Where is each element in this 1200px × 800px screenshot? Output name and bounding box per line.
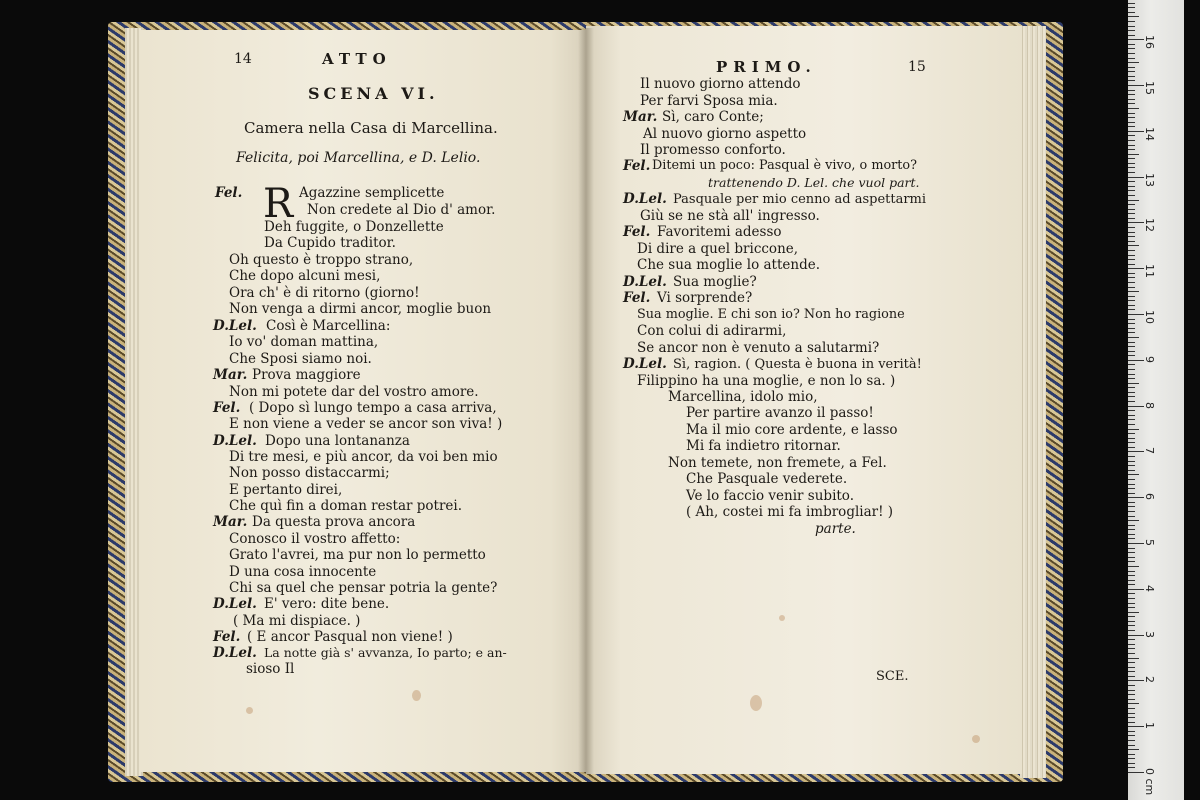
ruler-tick <box>1128 461 1135 462</box>
ruler-tick <box>1128 145 1135 146</box>
ruler-tick <box>1128 735 1135 736</box>
ruler-tick <box>1128 749 1139 750</box>
stage-direction: parte. <box>815 521 856 537</box>
ruler-tick <box>1128 163 1135 164</box>
verse-line: Per farvi Sposa mia. <box>640 93 778 109</box>
ruler-tick <box>1128 337 1139 338</box>
scene-setting: Camera nella Casa di Marcellina. <box>244 119 498 137</box>
ruler-tick <box>1128 190 1135 191</box>
ruler-tick <box>1128 351 1135 352</box>
verse-line: Conosco il vostro affetto: <box>229 531 401 547</box>
ruler-tick <box>1128 625 1135 626</box>
speaker-label: Fel. <box>623 158 651 174</box>
ruler-tick <box>1128 332 1135 333</box>
verse-line: Da questa prova ancora <box>252 514 416 530</box>
ruler-tick <box>1128 488 1135 489</box>
ruler-tick <box>1128 250 1135 251</box>
ruler-tick <box>1128 273 1135 274</box>
ruler-tick <box>1128 135 1135 136</box>
verse-line: Oh questo è troppo strano, <box>229 252 414 268</box>
ruler-tick <box>1128 552 1135 553</box>
verse-line: Da Cupido traditor. <box>264 235 396 251</box>
ruler-tick <box>1128 621 1135 622</box>
verse-line: Sua moglie. E chi son io? Non ho ragione <box>637 307 905 322</box>
ruler-tick <box>1128 538 1135 539</box>
ruler-tick <box>1128 76 1135 77</box>
ruler-tick <box>1128 360 1144 361</box>
ruler-tick <box>1128 204 1135 205</box>
verse-line: Non credete al Dio d' amor. <box>307 202 496 218</box>
verse-line: ( Ah, costei mi fa imbrogliar! ) <box>686 504 894 520</box>
ruler-tick <box>1128 722 1135 723</box>
ruler-tick <box>1128 287 1135 288</box>
verse-line: Per partire avanzo il passo! <box>686 405 874 421</box>
ruler-tick <box>1128 342 1135 343</box>
speaker-label: D.Lel. <box>213 433 257 449</box>
ruler-tick <box>1128 635 1144 636</box>
ruler-tick <box>1128 314 1144 315</box>
ruler-tick <box>1128 648 1135 649</box>
ruler-tick <box>1128 671 1135 672</box>
foxing-spot <box>972 735 980 743</box>
foxing-spot <box>412 690 421 701</box>
verse-line: Mi fa indietro ritornar. <box>686 438 841 454</box>
speaker-label: D.Lel. <box>213 318 257 334</box>
ruler-tick <box>1128 364 1135 365</box>
verse-line: D una cosa innocente <box>229 564 377 580</box>
ruler-tick <box>1128 26 1135 27</box>
ruler-tick <box>1128 323 1135 324</box>
verse-line: Ma il mio core ardente, e lasso <box>686 422 898 438</box>
ruler-tick <box>1128 740 1135 741</box>
ruler-tick <box>1128 493 1135 494</box>
ruler-tick <box>1128 534 1135 535</box>
ruler-tick <box>1128 16 1139 17</box>
ruler-tick <box>1128 328 1135 329</box>
ruler-tick <box>1128 94 1135 95</box>
left-page-number: 14 <box>234 51 252 67</box>
verse-line: Al nuovo giorno aspetto <box>643 126 807 142</box>
drop-cap: R <box>263 181 294 227</box>
ruler-tick <box>1128 3 1135 4</box>
verse-line: Sì, ragion. ( Questa è buona in verità! <box>673 357 922 372</box>
verse-line: Con colui di adirarmi, <box>637 323 787 339</box>
ruler-tick <box>1128 177 1144 178</box>
verse-line: Il promesso conforto. <box>640 142 786 158</box>
ruler-tick <box>1128 685 1135 686</box>
ruler-tick <box>1128 690 1135 691</box>
ruler-tick <box>1128 406 1144 407</box>
ruler-tick <box>1128 122 1135 123</box>
ruler-label: 6 <box>1143 493 1156 501</box>
ruler-tick <box>1128 117 1135 118</box>
verse-line: Agazzine semplicette <box>299 185 445 201</box>
ruler-tick <box>1128 470 1135 471</box>
verse-line: Così è Marcellina: <box>266 318 391 334</box>
verse-line: Favoritemi adesso <box>657 224 782 240</box>
verse-line: Sua moglie? <box>673 274 757 290</box>
ruler-tick <box>1128 433 1135 434</box>
ruler-tick <box>1128 236 1135 237</box>
speaker-label: Fel. <box>213 400 241 416</box>
ruler-tick <box>1128 149 1135 150</box>
ruler-tick <box>1128 465 1135 466</box>
ruler-tick <box>1128 296 1135 297</box>
verse-line: Che dopo alcuni mesi, <box>229 268 381 284</box>
ruler-tick <box>1128 80 1135 81</box>
ruler-tick <box>1128 699 1135 700</box>
verse-line: E non viene a veder se ancor son viva! ) <box>229 416 503 432</box>
ruler-tick <box>1128 511 1135 512</box>
verse-line: Non posso distaccarmi; <box>229 465 390 481</box>
ruler-tick <box>1128 378 1135 379</box>
ruler-tick <box>1128 7 1135 8</box>
ruler-tick <box>1128 745 1135 746</box>
ruler-tick <box>1128 172 1135 173</box>
ruler-tick <box>1128 140 1135 141</box>
speaker-label: Fel. <box>215 185 243 201</box>
ruler-label: 16 <box>1143 35 1156 50</box>
ruler-tick <box>1128 39 1144 40</box>
speaker-label: Mar. <box>213 514 248 530</box>
ruler-tick <box>1128 676 1135 677</box>
ruler-tick <box>1128 639 1135 640</box>
ruler-tick <box>1128 264 1135 265</box>
ruler-tick <box>1128 300 1135 301</box>
ruler-tick <box>1128 575 1135 576</box>
ruler-tick <box>1128 694 1135 695</box>
ruler-tick <box>1128 71 1135 72</box>
ruler-tick <box>1128 497 1144 498</box>
verse-line: Il nuovo giorno attendo <box>640 76 801 92</box>
speaker-label: D.Lel. <box>623 274 667 290</box>
ruler-tick <box>1128 667 1135 668</box>
ruler-tick <box>1128 713 1135 714</box>
verse-line: Se ancor non è venuto a salutarmi? <box>637 340 880 356</box>
ruler-tick <box>1128 186 1135 187</box>
ruler-tick <box>1128 131 1144 132</box>
ruler-label: 15 <box>1143 81 1156 95</box>
ruler-tick <box>1128 429 1139 430</box>
ruler-tick <box>1128 53 1135 54</box>
ruler-tick <box>1128 255 1135 256</box>
ruler-tick <box>1128 396 1135 397</box>
ruler-tick <box>1128 291 1139 292</box>
ruler-tick <box>1128 67 1135 68</box>
ruler-tick <box>1128 543 1144 544</box>
verse-line: Prova maggiore <box>252 367 361 383</box>
ruler-tick <box>1128 369 1135 370</box>
verse-line: ( Ma mi dispiace. ) <box>233 613 361 629</box>
ruler-label: 8 <box>1143 401 1156 409</box>
ruler-tick <box>1128 616 1135 617</box>
ruler-tick <box>1128 598 1135 599</box>
ruler-tick <box>1128 456 1135 457</box>
ruler-tick <box>1128 58 1135 59</box>
ruler-tick <box>1128 516 1135 517</box>
ruler-tick <box>1128 451 1144 452</box>
ruler-tick <box>1128 593 1135 594</box>
ruler-tick <box>1128 392 1135 393</box>
ruler-tick <box>1128 227 1135 228</box>
ruler-tick <box>1128 62 1139 63</box>
verse-line: Vi sorprende? <box>657 290 753 306</box>
ruler-tick <box>1128 506 1135 507</box>
ruler-tick <box>1128 282 1135 283</box>
ruler-tick <box>1128 703 1139 704</box>
ruler-tick <box>1128 277 1135 278</box>
ruler-tick <box>1128 213 1135 214</box>
verse-line: Pasquale per mio cenno ad aspettarmi <box>673 192 927 207</box>
ruler-tick <box>1128 484 1135 485</box>
ruler-tick <box>1128 35 1135 36</box>
verse-line: Ve lo faccio venir subito. <box>686 488 854 504</box>
left-running-head: ATTO <box>322 50 392 68</box>
ruler-tick <box>1128 401 1135 402</box>
verse-line: Di dire a quel briccone, <box>637 241 799 257</box>
ruler-tick <box>1128 717 1135 718</box>
speaker-label: D.Lel. <box>623 191 667 207</box>
ruler-tick <box>1128 474 1139 475</box>
verse-line: Marcellina, idolo mio, <box>668 389 818 405</box>
ruler-label: 1 <box>1143 722 1156 730</box>
ruler-tick <box>1128 232 1135 233</box>
ruler-tick <box>1128 44 1135 45</box>
speaker-label: Fel. <box>213 629 241 645</box>
ruler-tick <box>1128 653 1135 654</box>
ruler-label: 2 <box>1143 676 1156 684</box>
ruler-tick <box>1128 309 1135 310</box>
ruler-tick <box>1128 181 1135 182</box>
ruler-tick <box>1128 241 1135 242</box>
ruler-tick <box>1128 415 1135 416</box>
ruler-label: 9 <box>1143 355 1156 363</box>
verse-line: Io vo' doman mattina, <box>229 334 379 350</box>
ruler-tick <box>1128 48 1135 49</box>
ruler-tick <box>1128 644 1135 645</box>
ruler-label: 13 <box>1143 172 1156 187</box>
verse-line: Filippino ha una moglie, e non lo sa. ) <box>637 373 896 389</box>
ruler-tick <box>1128 154 1139 155</box>
ruler-label: 12 <box>1143 218 1156 233</box>
scene-title: SCENA VI. <box>308 84 439 103</box>
ruler-tick <box>1128 90 1135 91</box>
ruler-tick <box>1128 754 1135 755</box>
ruler-tick <box>1128 85 1144 86</box>
foxing-spot <box>779 615 785 621</box>
ruler-tick <box>1128 103 1135 104</box>
verse-line: Non venga a dirmi ancor, moglie buon <box>229 301 492 317</box>
ruler-tick <box>1128 479 1135 480</box>
verse-line: Ditemi un poco: Pasqual è vivo, o morto? <box>652 158 917 173</box>
ruler-tick <box>1128 158 1135 159</box>
ruler-tick <box>1128 167 1135 168</box>
ruler-tick <box>1128 612 1139 613</box>
ruler-tick <box>1128 419 1135 420</box>
ruler-label: 14 <box>1143 126 1156 141</box>
ruler-tick <box>1128 607 1135 608</box>
ruler-tick <box>1128 374 1135 375</box>
ruler-tick <box>1128 772 1144 773</box>
verse-line: Che Pasquale vederete. <box>686 471 848 487</box>
ruler-tick <box>1128 108 1139 109</box>
foxing-spot <box>750 695 762 711</box>
ruler-tick <box>1128 520 1139 521</box>
verse-line: Dopo una lontananza <box>265 433 410 449</box>
ruler-label: 10 <box>1143 310 1156 324</box>
verse-line: Non temete, non fremete, a Fel. <box>668 455 887 471</box>
ruler-label: 7 <box>1143 447 1156 455</box>
ruler-tick <box>1128 410 1135 411</box>
speaker-label: Mar. <box>213 367 248 383</box>
ruler-tick <box>1128 12 1135 13</box>
ruler-tick <box>1128 584 1135 585</box>
verse-line: E' vero: dite bene. <box>264 596 390 612</box>
ruler-tick <box>1128 21 1135 22</box>
ruler-tick <box>1128 662 1135 663</box>
ruler-tick <box>1128 680 1144 681</box>
verse-line: Giù se ne stà all' ingresso. <box>640 208 820 224</box>
ruler-tick <box>1128 424 1135 425</box>
verse-line: sioso Il <box>246 661 295 677</box>
ruler-tick <box>1128 30 1135 31</box>
ruler-label: 0 cm <box>1143 768 1156 796</box>
ruler-tick <box>1128 767 1135 768</box>
ruler-tick <box>1128 113 1135 114</box>
ruler-tick <box>1128 200 1139 201</box>
ruler-tick <box>1128 305 1135 306</box>
verse-line: La notte già s' avvanza, Io parto; e an- <box>264 645 507 660</box>
verse-line: Grato l'avrei, ma pur non lo permetto <box>229 547 486 563</box>
verse-line: ( E ancor Pasqual non viene! ) <box>247 629 453 645</box>
verse-line: Non mi potete dar del vostro amore. <box>229 384 479 400</box>
page-edges-right <box>1020 26 1046 778</box>
ruler-tick <box>1128 589 1144 590</box>
ruler-tick <box>1128 758 1135 759</box>
ruler-tick <box>1128 442 1135 443</box>
speaker-label: Fel. <box>623 290 651 306</box>
ruler-tick <box>1128 726 1144 727</box>
ruler-tick <box>1128 383 1139 384</box>
verse-line: Chi sa quel che pensar potria la gente? <box>229 580 498 596</box>
ruler-tick <box>1128 525 1135 526</box>
ruler-tick <box>1128 387 1135 388</box>
ruler-tick <box>1128 557 1135 558</box>
gutter-shadow <box>578 28 594 774</box>
ruler-tick <box>1128 222 1144 223</box>
ruler-tick <box>1128 346 1135 347</box>
ruler-tick <box>1128 209 1135 210</box>
ruler-tick <box>1128 708 1135 709</box>
ruler-tick <box>1128 603 1135 604</box>
speaker-label: D.Lel. <box>213 596 257 612</box>
verse-line: Che Sposi siamo noi. <box>229 351 372 367</box>
speaker-label: Mar. <box>623 109 658 125</box>
ruler-tick <box>1128 447 1135 448</box>
ruler-tick <box>1128 658 1139 659</box>
ruler-tick <box>1128 529 1135 530</box>
ruler-tick <box>1128 438 1135 439</box>
right-page-number: 15 <box>908 59 926 75</box>
stage-direction: trattenendo D. Lel. che vuol part. <box>708 175 920 190</box>
verse-line: Sì, caro Conte; <box>662 109 764 125</box>
verse-line: Deh fuggite, o Donzellette <box>264 219 444 235</box>
ruler-tick <box>1128 126 1135 127</box>
ruler-tick <box>1128 548 1135 549</box>
ruler-tick <box>1128 355 1135 356</box>
foxing-spot <box>246 707 253 714</box>
verse-line: ( Dopo sì lungo tempo a casa arriva, <box>249 400 497 416</box>
verse-line: Di tre mesi, e più ancor, da voi ben mio <box>229 449 498 465</box>
ruler-tick <box>1128 571 1135 572</box>
right-running-head: PRIMO. <box>716 58 817 76</box>
ruler-tick <box>1128 566 1139 567</box>
verse-line: Ora ch' è di ritorno (giorno! <box>229 285 420 301</box>
speaker-label: D.Lel. <box>213 645 257 661</box>
scene-characters: Felicita, poi Marcellina, e D. Lelio. <box>236 150 481 166</box>
ruler-label: 4 <box>1143 584 1156 592</box>
ruler-tick <box>1128 561 1135 562</box>
ruler-label: 5 <box>1143 539 1156 546</box>
ruler-tick <box>1128 268 1144 269</box>
speaker-label: Fel. <box>623 224 651 240</box>
verse-line: Che sua moglie lo attende. <box>637 257 820 273</box>
ruler-label: 11 <box>1143 264 1156 279</box>
ruler-label: 3 <box>1143 630 1156 638</box>
ruler-tick <box>1128 195 1135 196</box>
ruler-tick <box>1128 731 1135 732</box>
ruler-tick <box>1128 580 1135 581</box>
ruler-tick <box>1128 245 1139 246</box>
speaker-label: D.Lel. <box>623 356 667 372</box>
ruler-tick <box>1128 630 1135 631</box>
ruler-tick <box>1128 259 1135 260</box>
ruler-tick <box>1128 763 1135 764</box>
verse-line: Che quì fin a doman restar potrei. <box>229 498 463 514</box>
ruler-tick <box>1128 502 1135 503</box>
ruler-tick <box>1128 218 1135 219</box>
ruler-tick <box>1128 99 1135 100</box>
verse-line: E pertanto direi, <box>229 482 343 498</box>
catchword: SCE. <box>876 669 909 684</box>
ruler-tick <box>1128 319 1135 320</box>
